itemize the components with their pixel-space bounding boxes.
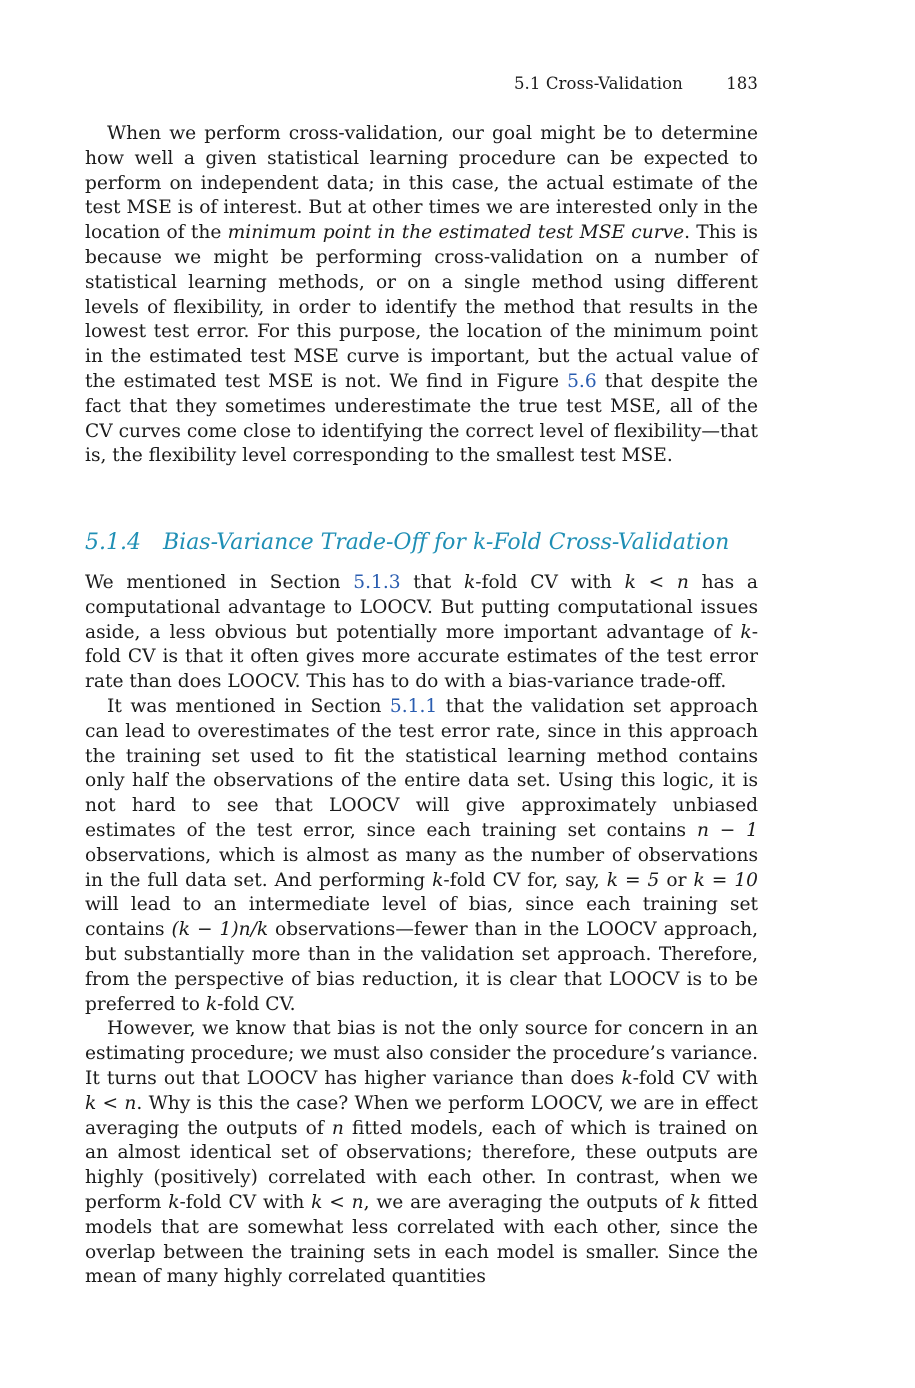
math-symbol: k <box>740 621 752 643</box>
emphasis-text: minimum point in the estimated test MSE curve <box>227 222 685 244</box>
math-symbol: k = 5 <box>606 869 660 891</box>
math-symbol: k <box>621 1067 633 1089</box>
math-symbol: (k − 1)n/k <box>171 919 269 941</box>
text-run: fitted models that are somewhat less correlated with each other, since the overlap between the training sets in each model is smaller. Since the mean of many highly correlated quantities <box>85 1191 758 1288</box>
math-symbol: k < n <box>85 1092 137 1114</box>
text-run: -fold CV with <box>632 1067 758 1089</box>
paragraph-computational-advantage <box>85 571 758 695</box>
math-symbol: k <box>464 572 476 593</box>
math-symbol: k <box>205 993 218 1015</box>
running-header-section: 5.1 Cross-Validation <box>513 74 683 93</box>
math-symbol: k = 10 <box>693 869 758 891</box>
text-run: When we perform cross-validation, our goal might be to determine how well a given statistical learning procedure can be expected to perform on independent data; in this case, the actual estimate of the test MSE is of interest. But at other times we are interested only in the location of the <box>85 123 758 244</box>
text-run: -fold CV with <box>179 1191 312 1213</box>
text-run: or <box>659 869 694 891</box>
text-run: . This is because we might be performing cross-validation on a number of statistical learning methods, or on a single method using different levels of flexibility, in order to identify the method that results in the lowest test error. For this purpose, the location of the minimum point in the estimated test MSE curve is important, but the actual value of the estimated test MSE is not. We find in Figure <box>85 222 758 392</box>
text-run: that <box>400 572 465 593</box>
text-run: will lead to an intermediate level of bias, since each training set contains <box>85 894 758 941</box>
math-symbol: n − 1 <box>696 819 758 841</box>
running-header <box>514 74 758 93</box>
text-run: observations—fewer than in the LOOCV approach, but substantially more than in the validation set approach. Therefore, from the perspective of bias reduction, it is clear that LOOCV is to be preferred to <box>85 919 759 1015</box>
text-run: We mentioned in Section <box>85 572 354 593</box>
section-title: Bias-Variance Trade-Off for k-Fold Cross-Validation <box>162 530 730 555</box>
section-reference-link[interactable]: 5.1.3 <box>353 572 401 593</box>
text-run: observations, which is almost as many as the number of observations in the full data set. And performing <box>85 844 758 891</box>
text-run: It was mentioned in Section <box>107 695 390 717</box>
math-symbol: k <box>432 869 444 891</box>
text-run: fitted models, each of which is trained on an almost identical set of observations; therefore, these outputs are highly (positively) correlated with each other. In contrast, when we perform <box>85 1117 758 1213</box>
text-run: -fold CV is that it often gives more accurate estimates of the test error rate than does LOOCV. This has to do with a bias-variance trade-off. <box>85 621 758 693</box>
paragraph-variance <box>85 1017 758 1290</box>
section-reference-link[interactable]: 5.1.1 <box>389 695 438 717</box>
page-number: 183 <box>726 74 758 93</box>
text-block-top <box>85 122 758 469</box>
math-symbol: k <box>689 1191 701 1213</box>
math-symbol: k < n <box>624 572 689 593</box>
text-run: . Why is this the case? When we perform LOOCV, we are in effect averaging the outputs of <box>85 1092 758 1139</box>
figure-reference-link[interactable]: 5.6 <box>567 370 597 392</box>
text-run: , we are averaging the outputs of <box>363 1191 690 1213</box>
math-symbol: k <box>168 1191 180 1213</box>
text-run: However, we know that bias is not the only source for concern in an estimating procedure; we must also consider the procedure’s variance. It turns out that LOOCV has higher variance than does <box>85 1018 758 1089</box>
math-symbol: k < n <box>311 1191 364 1213</box>
paragraph-bias <box>85 695 758 1017</box>
math-symbol: n <box>331 1117 344 1139</box>
text-run: that despite the fact that they sometimes underestimate the true test MSE, all of the CV curves come close to identifying the correct level of flexibility—that is, the flexibility level corresponding to the smallest test MSE. <box>85 370 758 467</box>
text-run: -fold CV with <box>475 572 625 593</box>
text-run: -fold CV for, say, <box>443 869 607 891</box>
text-run: has a computational advantage to LOOCV. But putting computational issues aside, a less obvious but potentially more important advantage of <box>85 572 759 643</box>
text-run: that the validation set approach can lead to overestimates of the test error rate, since in this approach the training set used to fit the statistical learning method contains only half the observations of the entire data set. Using this logic, it is not hard to see that LOOCV will give approximately unbiased estimates of the test error, since each training set contains <box>85 695 758 841</box>
paragraph-cv-goal <box>85 122 758 469</box>
text-run: -fold CV. <box>217 993 296 1015</box>
section-heading <box>85 530 785 555</box>
text-block-section <box>85 571 758 1290</box>
section-number: 5.1.4 <box>85 530 141 555</box>
